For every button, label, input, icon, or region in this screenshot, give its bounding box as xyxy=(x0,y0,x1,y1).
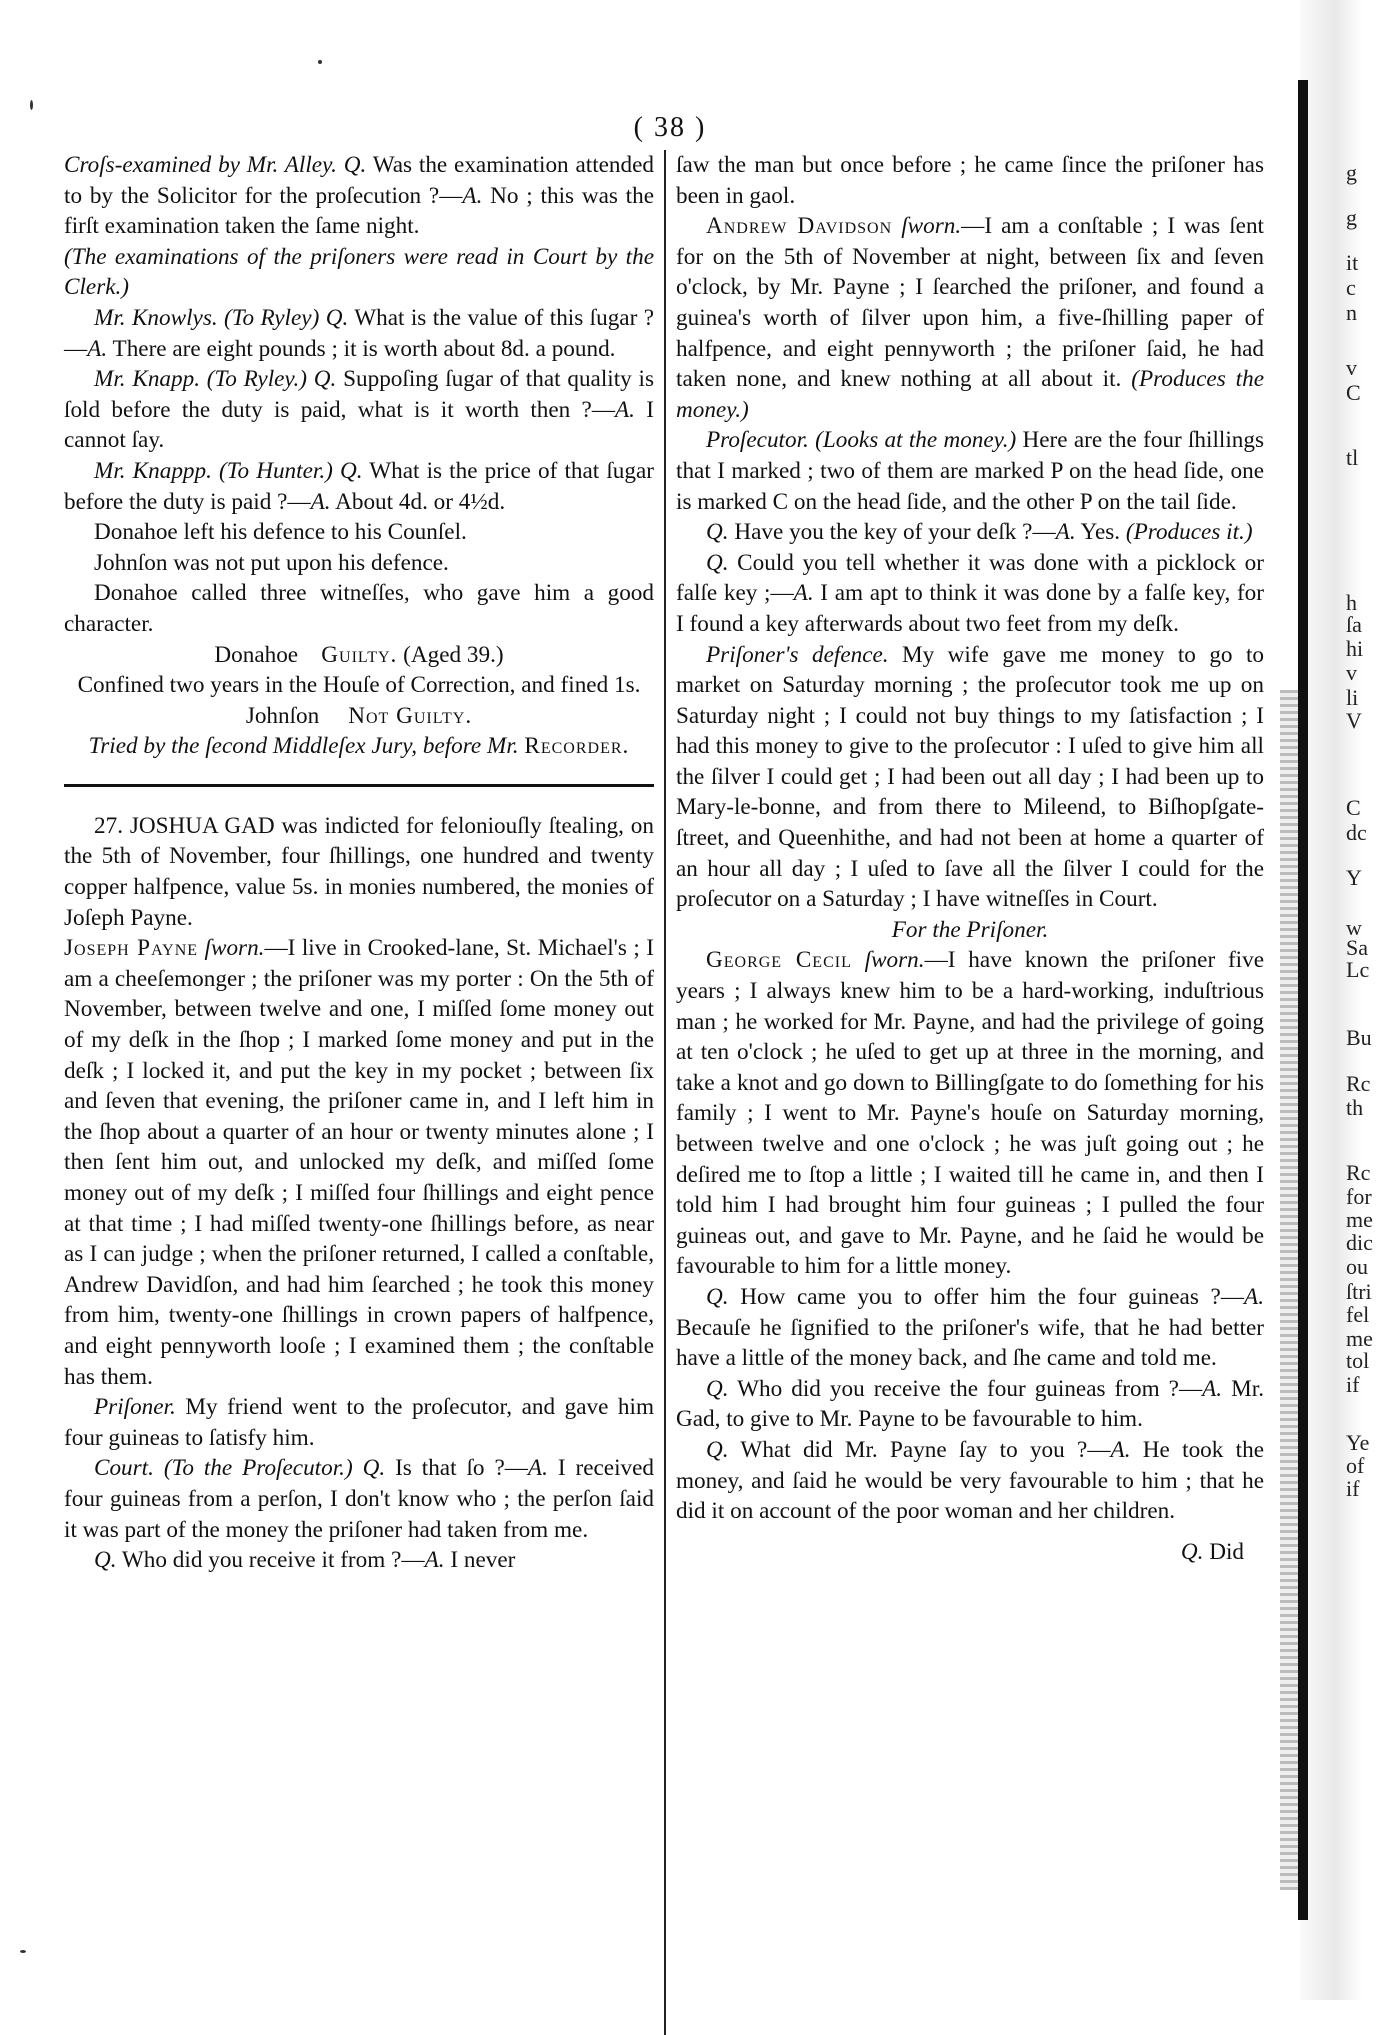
paragraph: Mr. Knapp. (To Ryley.) Q. Suppoſing ſugar of that quality is ſold before the duty is paid, what is it worth then ?—A. I cannot ſay. xyxy=(64,366,655,454)
facing-page-fragment: dic xyxy=(1346,1230,1373,1255)
paragraph: Johnſon was not put upon his defence. xyxy=(94,549,449,576)
facing-page-fragment: g xyxy=(1346,205,1357,230)
facing-page-fragment: it xyxy=(1346,250,1359,275)
facing-page-fragment: tol xyxy=(1346,1348,1370,1373)
page-number: ( 38 ) xyxy=(633,112,707,143)
facing-page-fragment: Bu xyxy=(1346,1025,1372,1050)
paragraph: Q. Could you tell whether it was done with a picklock or falſe key ;—A. I am apt to think it was done by a falſe key, for I found a key afterwards about two feet from my deſk. xyxy=(676,549,1264,637)
facing-page-fragment: Sa xyxy=(1346,935,1368,960)
column-divider xyxy=(664,150,666,2035)
facing-page-fragment: n xyxy=(1346,300,1357,325)
facing-page-fragment: ou xyxy=(1346,1254,1368,1279)
paragraph: Q. Did xyxy=(1180,1538,1244,1565)
paragraph: For the Priſoner. xyxy=(891,916,1049,943)
facing-page-fragment: C xyxy=(1346,380,1361,405)
facing-page-fragment: fel xyxy=(1346,1302,1370,1327)
facing-page-fragment: tl xyxy=(1346,445,1359,470)
paragraph: Mr. Knappp. (To Hunter.) Q. What is the price of that ſugar before the duty is paid ?—A. About 4d. or 4½d. xyxy=(64,457,655,515)
paragraph: Q. Who did you receive it from ?—A. I never xyxy=(94,1547,516,1574)
facing-page-fragment: hi xyxy=(1346,636,1364,661)
paragraph: Priſoner's defence. My wife gave me money to go to market on Saturday morning ; the proſecutor took me up on Saturday night ; I could not buy things to my ſatisfaction ; I had this money to give to the proſecutor : I uſed to give him all the ſilver I could get ; I had been out all day ; I had been up to Mary-le-bonne, and from there to Mileend, to Biſhopſgate-ſtreet, and Queenhithe, and had not been at home a quarter of an hour all day ; I uſed to ſave all the ſilver I could for the proſecutor on a Saturday ; I have witneſſes in Court. xyxy=(676,641,1264,913)
facing-page-fragment: C xyxy=(1346,795,1361,820)
paragraph: Priſoner. My friend went to the proſecutor, and gave him four guineas to ſatisfy him. xyxy=(64,1394,654,1451)
left-column xyxy=(64,150,654,1576)
paragraph: Croſs-examined by Mr. Alley. Q. Was the examination attended to by the Solicitor for the proſecution ?—A. No ; this was the firſt examination taken the ſame night. xyxy=(64,152,655,240)
paragraph: Q. Have you the key of your deſk ?—A. Yes. (Produces it.) xyxy=(706,519,1253,546)
facing-page-fragment: if xyxy=(1346,1372,1360,1397)
facing-page-fragment: ſa xyxy=(1346,612,1362,637)
right-column xyxy=(676,150,1264,1567)
facing-page-fragment: w xyxy=(1346,915,1362,940)
facing-page-fragment: ſtri xyxy=(1346,1279,1372,1304)
section-rule xyxy=(64,784,654,787)
facing-page-fragment: Ye xyxy=(1346,1430,1370,1455)
book-spine xyxy=(1298,80,1308,1920)
paragraph: Q. What did Mr. Payne ſay to you ?—A. He took the money, and ſaid he would be very favourable to him ; that he did it on account of the poor woman and her children. xyxy=(676,1436,1264,1525)
facing-page-fragment: for xyxy=(1346,1184,1372,1209)
paragraph: Confined two years in the Houſe of Correction, and fined 1s. xyxy=(77,672,641,699)
paragraph: Q. Who did you receive the four guineas from ?—A. Mr. Gad, to give to Mr. Payne to be favourable to him. xyxy=(676,1375,1264,1433)
paragraph: Andrew Davidson ſworn.—I am a conſtable ; I was ſent for on the 5th of November at night, between ſix and ſeven o'clock, by Mr. Payne ; I ſearched the priſoner, and found a guinea's worth of ſilver upon him, a five-ſhilling paper of halfpence, and eight pennyworth ; the priſoner ſaid, he had taken none, and knew nothing at all about it. (Produces the money.) xyxy=(676,213,1265,423)
gutter-shadow xyxy=(1280,690,1298,1890)
paragraph: Proſecutor. (Looks at the money.) Here are the four ſhillings that I marked ; two of them are marked P on the head ſide, one is marked C on the head ſide, and the other P on the tail ſide. xyxy=(676,427,1264,515)
facing-page-fragment: Y xyxy=(1346,865,1362,890)
paragraph: Donahoe left his defence to his Counſel. xyxy=(94,519,467,546)
facing-page-fragment: of xyxy=(1346,1453,1365,1478)
paragraph: George Cecil ſworn.—I have known the priſoner five years ; I always knew him to be a hard-working, induſtrious man ; he worked for Mr. Payne, and had the privilege of going at ten o'clock ; he uſed to get up at three in the morning, and take a knot and go down to Billingſgate to do ſomething for his family ; I went to Mr. Payne's houſe on Saturday morning, between twelve and one o'clock ; he was juſt going out ; he deſired me to ſtop a little ; I waited till he came in, and then I told him I had brought him four guineas ; I pulled the four guineas out, and gave to Mr. Payne, and he ſaid he would be favourable to him for a little money. xyxy=(676,947,1265,1280)
facing-page-fragment: li xyxy=(1346,685,1359,710)
facing-page-fragment: me xyxy=(1346,1326,1373,1351)
paragraph: Court. (To the Proſecutor.) Q. Is that ſo ?—A. I received four guineas from a perſon, I don't know who ; the perſon ſaid it was part of the money the priſoner had taken from me. xyxy=(64,1455,654,1543)
print-speck xyxy=(20,1950,26,1953)
paragraph: Joseph Payne ſworn.—I live in Crooked-lane, St. Michael's ; I am a cheeſemonger ; the priſoner was my porter : On the 5th of November, between twelve and one, I miſſed ſome money out of my deſk in the ſhop ; I marked ſome money and put in the deſk ; I locked it, and put the key in my pocket ; between ſix and ſeven that evening, the priſoner came in, and I left him in the ſhop about a quarter of an hour or twenty minutes alone ; I then ſent him out, and unlocked my deſk, and miſſed ſome money out of my deſk ; I miſſed four ſhillings and eight pence at that time ; I had miſſed twenty-one ſhillings before, as near as I can judge ; when the priſoner returned, I called a conſtable, Andrew Davidſon, and had him ſearched ; he took this money from him, twenty-one ſhillings in crown papers of halfpence, and eight pennyworth looſe ; I examined them ; the conſtable has them. xyxy=(64,935,655,1390)
facing-page-fragment: v xyxy=(1346,660,1357,685)
facing-page-fragment: h xyxy=(1346,590,1357,615)
paragraph: Mr. Knowlys. (To Ryley) Q. What is the value of this ſugar ?—A. There are eight pounds ; it is worth about 8d. a pound. xyxy=(64,304,655,362)
paragraph: (The examinations of the priſoners were read in Court by the Clerk.) xyxy=(64,243,654,301)
paragraph: Tried by the ſecond Middleſex Jury, before Mr. Recorder. xyxy=(88,733,630,760)
paragraph: 27. JOSHUA GAD was indicted for feloniouſly ſtealing, on the 5th of November, four ſhillings, one hundred and twenty copper halfpence, value 5s. in monies numbered, the monies of Joſeph Payne. xyxy=(64,812,654,931)
paragraph: Johnſon Not Guilty. xyxy=(245,702,473,729)
facing-page-fragment: me xyxy=(1346,1207,1373,1232)
facing-page-fragment: dc xyxy=(1346,820,1367,845)
paragraph: Donahoe called three witneſſes, who gave him a good character. xyxy=(64,580,654,637)
facing-page-fragment: g xyxy=(1346,160,1357,185)
paragraph: ſaw the man but once before ; he came ſince the priſoner has been in gaol. xyxy=(676,152,1264,209)
print-speck xyxy=(30,100,33,110)
facing-page-fragment: Lc xyxy=(1346,957,1370,982)
facing-page-fragment: v xyxy=(1346,355,1357,380)
paragraph: Donahoe Guilty. (Aged 39.) xyxy=(214,641,504,668)
facing-page-fragment: Rc xyxy=(1346,1071,1371,1096)
facing-page-fragment: c xyxy=(1346,275,1356,300)
facing-page-fragment: th xyxy=(1346,1095,1364,1120)
print-speck xyxy=(318,60,322,64)
paragraph: Q. How came you to offer him the four guineas ?—A. Becauſe he ſignified to the priſoner's wife, that he had better have a little of the money back, and ſhe came and told me. xyxy=(676,1283,1264,1372)
facing-page-fragment: V xyxy=(1346,708,1362,733)
facing-page-fragment: Rc xyxy=(1346,1160,1371,1185)
facing-page-fragment: if xyxy=(1346,1476,1360,1501)
